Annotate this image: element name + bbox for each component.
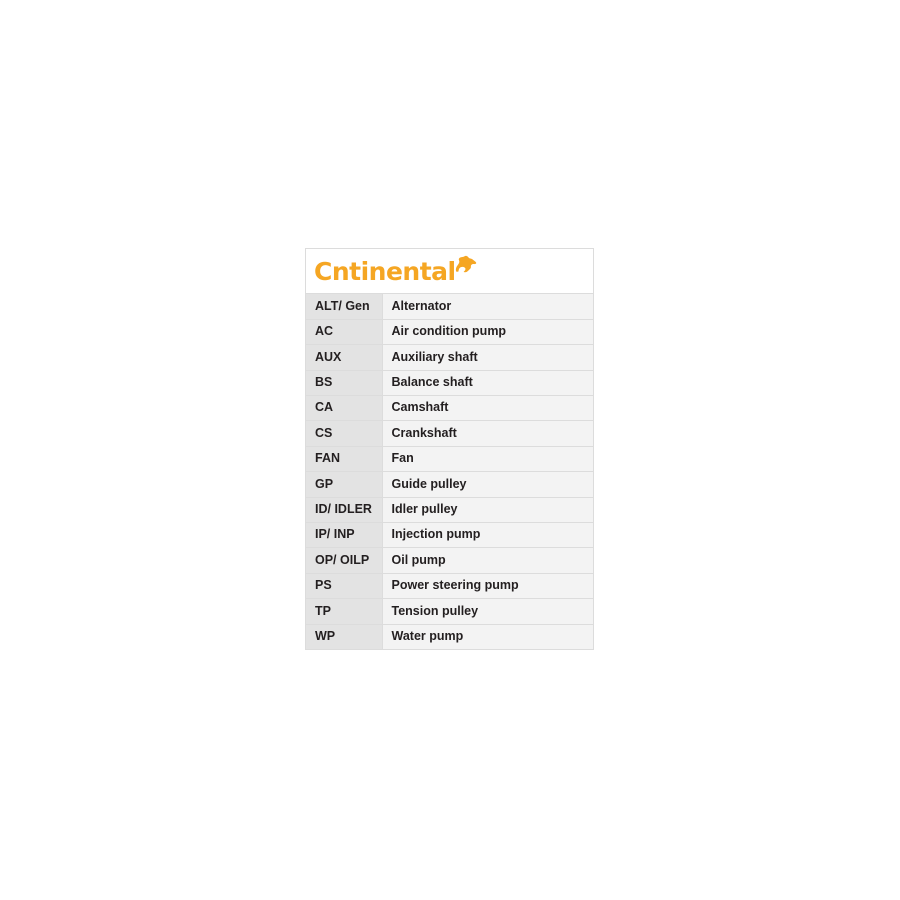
abbreviation-cell: PS — [306, 573, 382, 598]
abbreviation-cell: CS — [306, 421, 382, 446]
brand-header — [306, 249, 593, 294]
description-cell: Auxiliary shaft — [382, 345, 593, 370]
description-cell: Idler pulley — [382, 497, 593, 522]
brand-wordmark — [314, 256, 456, 286]
abbreviation-cell: OP/ OILP — [306, 548, 382, 573]
brand-wordmark-c: C — [314, 256, 332, 286]
prancing-horse-icon — [453, 253, 479, 280]
table-row — [306, 345, 593, 370]
table-row — [306, 523, 593, 548]
abbreviation-cell: AC — [306, 319, 382, 344]
abbreviation-table-body — [306, 294, 593, 649]
abbreviation-cell: AUX — [306, 345, 382, 370]
table-row — [306, 599, 593, 624]
table-row — [306, 548, 593, 573]
description-cell: Camshaft — [382, 396, 593, 421]
continental-logo — [314, 256, 479, 286]
abbreviation-cell: CA — [306, 396, 382, 421]
description-cell: Tension pulley — [382, 599, 593, 624]
table-row — [306, 396, 593, 421]
table-row — [306, 446, 593, 471]
description-cell: Alternator — [382, 294, 593, 319]
description-cell: Fan — [382, 446, 593, 471]
description-cell: Air condition pump — [382, 319, 593, 344]
table-row — [306, 497, 593, 522]
abbreviation-legend-card — [305, 248, 594, 650]
abbreviation-cell: ID/ IDLER — [306, 497, 382, 522]
description-cell: Crankshaft — [382, 421, 593, 446]
description-cell: Oil pump — [382, 548, 593, 573]
description-cell: Injection pump — [382, 523, 593, 548]
table-row — [306, 624, 593, 649]
abbreviation-cell: ALT/ Gen — [306, 294, 382, 319]
description-cell: Water pump — [382, 624, 593, 649]
table-row — [306, 319, 593, 344]
abbreviation-cell: GP — [306, 472, 382, 497]
description-cell: Balance shaft — [382, 370, 593, 395]
table-row — [306, 294, 593, 319]
abbreviation-cell: TP — [306, 599, 382, 624]
abbreviation-cell: BS — [306, 370, 382, 395]
table-row — [306, 370, 593, 395]
abbreviation-cell: FAN — [306, 446, 382, 471]
abbreviation-cell: WP — [306, 624, 382, 649]
abbreviation-table — [306, 294, 593, 650]
description-cell: Guide pulley — [382, 472, 593, 497]
table-row — [306, 472, 593, 497]
abbreviation-cell: IP/ INP — [306, 523, 382, 548]
brand-wordmark-rest: ntinental — [331, 256, 456, 286]
table-row — [306, 421, 593, 446]
table-row — [306, 573, 593, 598]
description-cell: Power steering pump — [382, 573, 593, 598]
